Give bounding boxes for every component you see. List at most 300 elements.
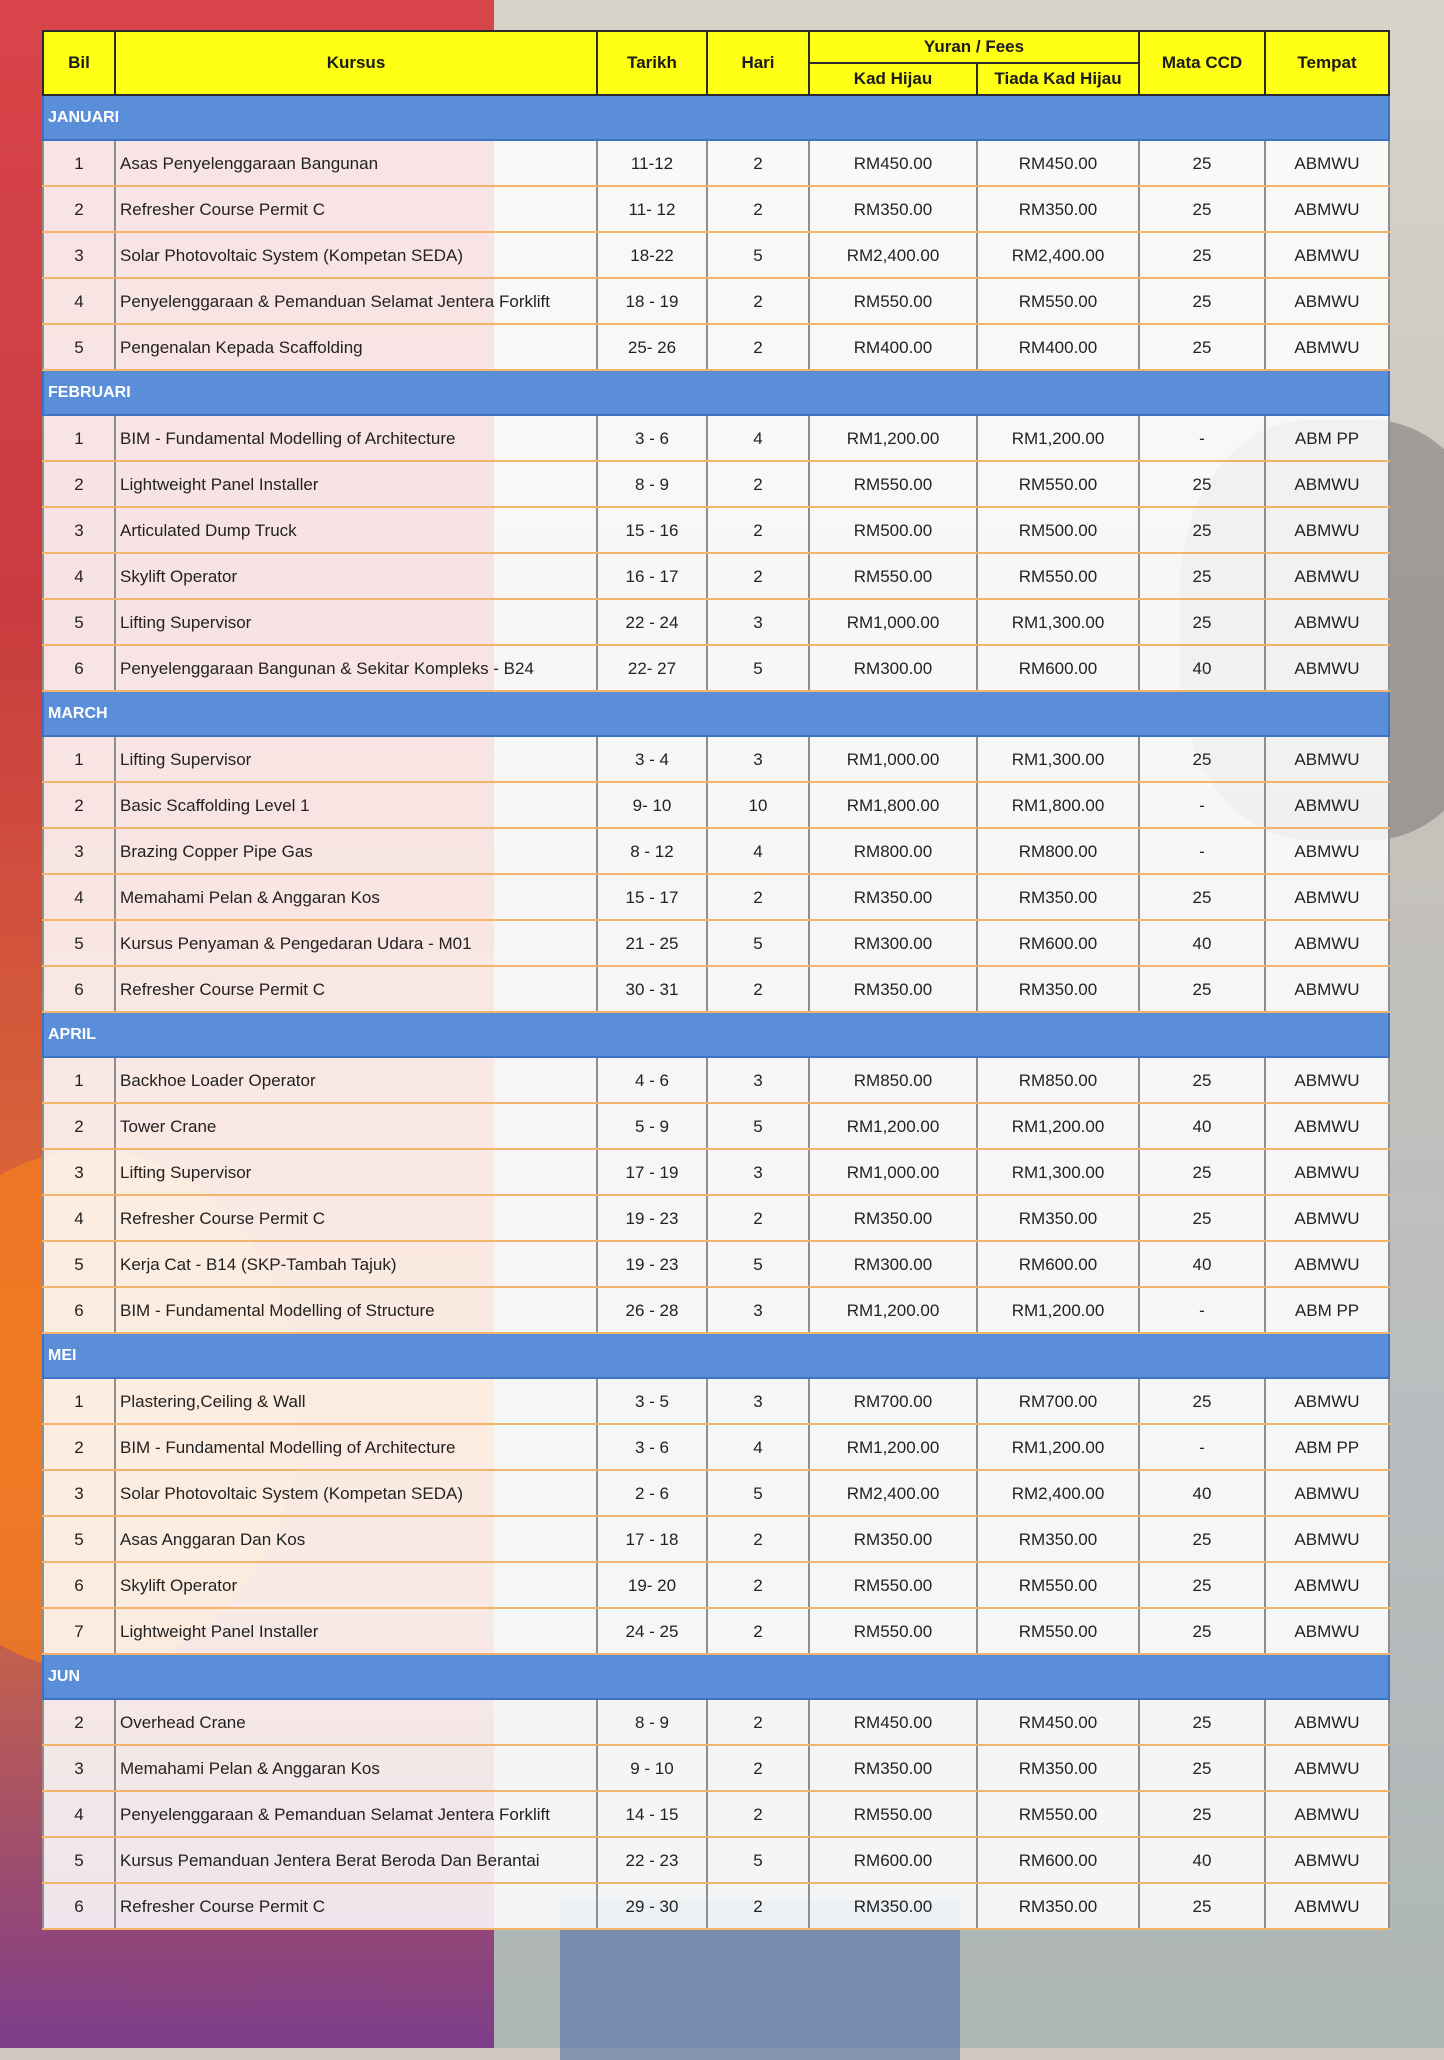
cell-hari: 4 <box>707 415 809 461</box>
cell-bil: 3 <box>43 232 115 278</box>
cell-mata-ccd: 40 <box>1139 1470 1265 1516</box>
cell-tarikh: 22 - 24 <box>597 599 707 645</box>
cell-kad-hijau: RM550.00 <box>809 461 977 507</box>
table-row <box>43 324 1389 370</box>
cell-tempat: ABMWU <box>1265 507 1389 553</box>
cell-hari: 2 <box>707 278 809 324</box>
cell-bil: 4 <box>43 1195 115 1241</box>
course-schedule-table <box>42 30 1390 1930</box>
month-row <box>43 1333 1389 1378</box>
cell-tempat: ABMWU <box>1265 1241 1389 1287</box>
table-row <box>43 461 1389 507</box>
cell-tempat: ABMWU <box>1265 278 1389 324</box>
cell-kursus: Penyelenggaraan & Pemanduan Selamat Jentera Forklift <box>115 278 597 324</box>
cell-tempat: ABMWU <box>1265 1470 1389 1516</box>
table-row <box>43 1745 1389 1791</box>
cell-kad-hijau: RM550.00 <box>809 278 977 324</box>
cell-mata-ccd: 25 <box>1139 1378 1265 1424</box>
cell-kursus: Refresher Course Permit C <box>115 1883 597 1929</box>
cell-tiada-kad-hijau: RM350.00 <box>977 966 1139 1012</box>
cell-bil: 3 <box>43 507 115 553</box>
cell-bil: 6 <box>43 1883 115 1929</box>
cell-mata-ccd: 25 <box>1139 553 1265 599</box>
cell-kad-hijau: RM1,000.00 <box>809 736 977 782</box>
cell-tarikh: 25- 26 <box>597 324 707 370</box>
cell-tarikh: 15 - 17 <box>597 874 707 920</box>
cell-bil: 6 <box>43 1287 115 1333</box>
cell-mata-ccd: 25 <box>1139 1057 1265 1103</box>
cell-mata-ccd: 40 <box>1139 645 1265 691</box>
col-header-tempat: Tempat <box>1265 31 1389 95</box>
cell-tiada-kad-hijau: RM550.00 <box>977 1791 1139 1837</box>
cell-mata-ccd: 25 <box>1139 232 1265 278</box>
cell-hari: 2 <box>707 461 809 507</box>
cell-kad-hijau: RM300.00 <box>809 645 977 691</box>
cell-kursus: Memahami Pelan & Anggaran Kos <box>115 874 597 920</box>
table-body <box>43 95 1389 1929</box>
cell-hari: 2 <box>707 874 809 920</box>
cell-tiada-kad-hijau: RM550.00 <box>977 1608 1139 1654</box>
cell-kad-hijau: RM350.00 <box>809 1195 977 1241</box>
table-row <box>43 1837 1389 1883</box>
cell-tarikh: 3 - 6 <box>597 415 707 461</box>
cell-kursus: Skylift Operator <box>115 1562 597 1608</box>
table-row <box>43 507 1389 553</box>
table-row <box>43 232 1389 278</box>
cell-bil: 1 <box>43 1057 115 1103</box>
cell-tiada-kad-hijau: RM1,800.00 <box>977 782 1139 828</box>
cell-tiada-kad-hijau: RM1,200.00 <box>977 1287 1139 1333</box>
cell-bil: 2 <box>43 1699 115 1745</box>
cell-tarikh: 19 - 23 <box>597 1241 707 1287</box>
cell-tempat: ABMWU <box>1265 736 1389 782</box>
cell-hari: 5 <box>707 1837 809 1883</box>
cell-tempat: ABMWU <box>1265 1883 1389 1929</box>
cell-bil: 1 <box>43 415 115 461</box>
cell-tempat: ABMWU <box>1265 1057 1389 1103</box>
cell-tarikh: 18 - 19 <box>597 278 707 324</box>
cell-kad-hijau: RM400.00 <box>809 324 977 370</box>
cell-hari: 5 <box>707 1241 809 1287</box>
cell-tiada-kad-hijau: RM550.00 <box>977 1562 1139 1608</box>
table-row <box>43 966 1389 1012</box>
cell-hari: 5 <box>707 920 809 966</box>
cell-mata-ccd: - <box>1139 1287 1265 1333</box>
table-row <box>43 1195 1389 1241</box>
cell-bil: 5 <box>43 920 115 966</box>
cell-mata-ccd: 25 <box>1139 1516 1265 1562</box>
cell-kursus: Brazing Copper Pipe Gas <box>115 828 597 874</box>
cell-tiada-kad-hijau: RM600.00 <box>977 920 1139 966</box>
col-header-bil: Bil <box>43 31 115 95</box>
cell-tempat: ABMWU <box>1265 1562 1389 1608</box>
month-row <box>43 1012 1389 1057</box>
month-label: MARCH <box>43 691 1389 736</box>
cell-tempat: ABMWU <box>1265 1699 1389 1745</box>
cell-mata-ccd: 25 <box>1139 1883 1265 1929</box>
cell-bil: 3 <box>43 1149 115 1195</box>
cell-mata-ccd: 25 <box>1139 507 1265 553</box>
cell-kad-hijau: RM350.00 <box>809 1745 977 1791</box>
cell-mata-ccd: 25 <box>1139 966 1265 1012</box>
table-row <box>43 1241 1389 1287</box>
cell-kad-hijau: RM350.00 <box>809 874 977 920</box>
cell-kad-hijau: RM550.00 <box>809 1608 977 1654</box>
cell-kursus: Kerja Cat - B14 (SKP-Tambah Tajuk) <box>115 1241 597 1287</box>
cell-bil: 4 <box>43 1791 115 1837</box>
cell-tiada-kad-hijau: RM500.00 <box>977 507 1139 553</box>
cell-bil: 5 <box>43 1516 115 1562</box>
cell-bil: 6 <box>43 966 115 1012</box>
cell-kursus: BIM - Fundamental Modelling of Structure <box>115 1287 597 1333</box>
cell-bil: 4 <box>43 874 115 920</box>
cell-tempat: ABMWU <box>1265 1378 1389 1424</box>
cell-tempat: ABMWU <box>1265 874 1389 920</box>
cell-tempat: ABMWU <box>1265 1837 1389 1883</box>
cell-kad-hijau: RM1,800.00 <box>809 782 977 828</box>
cell-kad-hijau: RM550.00 <box>809 1562 977 1608</box>
cell-tarikh: 11- 12 <box>597 186 707 232</box>
cell-tiada-kad-hijau: RM450.00 <box>977 1699 1139 1745</box>
cell-kursus: Lifting Supervisor <box>115 736 597 782</box>
table-row <box>43 1470 1389 1516</box>
cell-tarikh: 8 - 9 <box>597 1699 707 1745</box>
cell-bil: 2 <box>43 1103 115 1149</box>
cell-tempat: ABMWU <box>1265 1516 1389 1562</box>
cell-kad-hijau: RM850.00 <box>809 1057 977 1103</box>
cell-hari: 2 <box>707 140 809 186</box>
table-row <box>43 1699 1389 1745</box>
cell-hari: 3 <box>707 1057 809 1103</box>
cell-mata-ccd: 25 <box>1139 140 1265 186</box>
cell-kursus: Lightweight Panel Installer <box>115 1608 597 1654</box>
cell-tarikh: 19 - 23 <box>597 1195 707 1241</box>
cell-mata-ccd: 25 <box>1139 1562 1265 1608</box>
cell-hari: 4 <box>707 828 809 874</box>
cell-hari: 5 <box>707 645 809 691</box>
cell-hari: 2 <box>707 1883 809 1929</box>
cell-kad-hijau: RM300.00 <box>809 1241 977 1287</box>
cell-kad-hijau: RM350.00 <box>809 1883 977 1929</box>
cell-hari: 2 <box>707 1791 809 1837</box>
cell-tempat: ABMWU <box>1265 1103 1389 1149</box>
cell-mata-ccd: 40 <box>1139 1103 1265 1149</box>
cell-kad-hijau: RM2,400.00 <box>809 232 977 278</box>
cell-kad-hijau: RM700.00 <box>809 1378 977 1424</box>
cell-tarikh: 2 - 6 <box>597 1470 707 1516</box>
cell-hari: 3 <box>707 1149 809 1195</box>
cell-tempat: ABM PP <box>1265 1287 1389 1333</box>
cell-kad-hijau: RM300.00 <box>809 920 977 966</box>
cell-tarikh: 9 - 10 <box>597 1745 707 1791</box>
cell-hari: 4 <box>707 1424 809 1470</box>
table-row <box>43 1516 1389 1562</box>
cell-tiada-kad-hijau: RM350.00 <box>977 1745 1139 1791</box>
cell-tarikh: 22 - 23 <box>597 1837 707 1883</box>
cell-kad-hijau: RM1,200.00 <box>809 1287 977 1333</box>
cell-tarikh: 21 - 25 <box>597 920 707 966</box>
cell-kursus: Asas Anggaran Dan Kos <box>115 1516 597 1562</box>
cell-hari: 2 <box>707 1562 809 1608</box>
cell-hari: 2 <box>707 553 809 599</box>
cell-tiada-kad-hijau: RM1,200.00 <box>977 415 1139 461</box>
cell-kad-hijau: RM2,400.00 <box>809 1470 977 1516</box>
cell-kad-hijau: RM350.00 <box>809 966 977 1012</box>
table-row <box>43 782 1389 828</box>
table-row <box>43 186 1389 232</box>
cell-tarikh: 9- 10 <box>597 782 707 828</box>
cell-mata-ccd: 25 <box>1139 1195 1265 1241</box>
cell-kursus: Penyelenggaraan & Pemanduan Selamat Jentera Forklift <box>115 1791 597 1837</box>
cell-bil: 2 <box>43 461 115 507</box>
cell-mata-ccd: 40 <box>1139 1837 1265 1883</box>
cell-mata-ccd: 25 <box>1139 1745 1265 1791</box>
month-label: MEI <box>43 1333 1389 1378</box>
cell-hari: 3 <box>707 736 809 782</box>
cell-tiada-kad-hijau: RM350.00 <box>977 874 1139 920</box>
cell-tempat: ABMWU <box>1265 1608 1389 1654</box>
cell-hari: 3 <box>707 1378 809 1424</box>
cell-tempat: ABMWU <box>1265 324 1389 370</box>
cell-bil: 2 <box>43 782 115 828</box>
cell-tempat: ABMWU <box>1265 966 1389 1012</box>
cell-bil: 6 <box>43 1562 115 1608</box>
cell-hari: 5 <box>707 232 809 278</box>
month-label: FEBRUARI <box>43 370 1389 415</box>
cell-tarikh: 16 - 17 <box>597 553 707 599</box>
cell-bil: 5 <box>43 1241 115 1287</box>
cell-tiada-kad-hijau: RM1,200.00 <box>977 1103 1139 1149</box>
cell-kad-hijau: RM600.00 <box>809 1837 977 1883</box>
cell-tiada-kad-hijau: RM1,300.00 <box>977 1149 1139 1195</box>
cell-tarikh: 24 - 25 <box>597 1608 707 1654</box>
table-row <box>43 1424 1389 1470</box>
cell-tiada-kad-hijau: RM700.00 <box>977 1378 1139 1424</box>
cell-bil: 1 <box>43 736 115 782</box>
cell-kad-hijau: RM350.00 <box>809 186 977 232</box>
cell-kad-hijau: RM550.00 <box>809 1791 977 1837</box>
cell-hari: 2 <box>707 1516 809 1562</box>
cell-bil: 3 <box>43 828 115 874</box>
cell-tiada-kad-hijau: RM550.00 <box>977 278 1139 324</box>
cell-tarikh: 3 - 4 <box>597 736 707 782</box>
cell-tarikh: 14 - 15 <box>597 1791 707 1837</box>
cell-kad-hijau: RM1,200.00 <box>809 1424 977 1470</box>
cell-hari: 2 <box>707 966 809 1012</box>
cell-kad-hijau: RM550.00 <box>809 553 977 599</box>
table-row <box>43 553 1389 599</box>
cell-mata-ccd: - <box>1139 782 1265 828</box>
cell-bil: 1 <box>43 1378 115 1424</box>
cell-hari: 2 <box>707 1745 809 1791</box>
cell-bil: 7 <box>43 1608 115 1654</box>
cell-kursus: Penyelenggaraan Bangunan & Sekitar Kompleks - B24 <box>115 645 597 691</box>
cell-kad-hijau: RM1,200.00 <box>809 1103 977 1149</box>
cell-tiada-kad-hijau: RM850.00 <box>977 1057 1139 1103</box>
cell-tarikh: 19- 20 <box>597 1562 707 1608</box>
month-row <box>43 370 1389 415</box>
cell-tarikh: 15 - 16 <box>597 507 707 553</box>
cell-tempat: ABMWU <box>1265 461 1389 507</box>
cell-mata-ccd: 25 <box>1139 874 1265 920</box>
cell-hari: 3 <box>707 1287 809 1333</box>
cell-tempat: ABMWU <box>1265 1195 1389 1241</box>
cell-hari: 2 <box>707 186 809 232</box>
cell-mata-ccd: 40 <box>1139 1241 1265 1287</box>
table-row <box>43 920 1389 966</box>
cell-tiada-kad-hijau: RM1,300.00 <box>977 599 1139 645</box>
cell-tiada-kad-hijau: RM350.00 <box>977 186 1139 232</box>
cell-tempat: ABM PP <box>1265 1424 1389 1470</box>
cell-kad-hijau: RM1,200.00 <box>809 415 977 461</box>
cell-tiada-kad-hijau: RM550.00 <box>977 553 1139 599</box>
table-row <box>43 278 1389 324</box>
cell-hari: 5 <box>707 1103 809 1149</box>
cell-tarikh: 3 - 6 <box>597 1424 707 1470</box>
cell-bil: 1 <box>43 140 115 186</box>
cell-mata-ccd: 25 <box>1139 736 1265 782</box>
cell-tarikh: 4 - 6 <box>597 1057 707 1103</box>
cell-tiada-kad-hijau: RM400.00 <box>977 324 1139 370</box>
cell-kad-hijau: RM500.00 <box>809 507 977 553</box>
cell-mata-ccd: 25 <box>1139 1149 1265 1195</box>
cell-tempat: ABMWU <box>1265 1149 1389 1195</box>
cell-bil: 2 <box>43 186 115 232</box>
cell-hari: 2 <box>707 1699 809 1745</box>
cell-mata-ccd: 25 <box>1139 1699 1265 1745</box>
cell-bil: 6 <box>43 645 115 691</box>
month-label: APRIL <box>43 1012 1389 1057</box>
cell-tiada-kad-hijau: RM600.00 <box>977 645 1139 691</box>
cell-mata-ccd: 25 <box>1139 324 1265 370</box>
table-row <box>43 599 1389 645</box>
table-row <box>43 1149 1389 1195</box>
cell-hari: 2 <box>707 1195 809 1241</box>
col-header-hari: Hari <box>707 31 809 95</box>
table-row <box>43 1883 1389 1929</box>
cell-bil: 3 <box>43 1745 115 1791</box>
cell-kursus: Tower Crane <box>115 1103 597 1149</box>
cell-kursus: Kursus Penyaman & Pengedaran Udara - M01 <box>115 920 597 966</box>
cell-tempat: ABMWU <box>1265 1791 1389 1837</box>
col-header-tiada-kad-hijau: Tiada Kad Hijau <box>977 63 1139 95</box>
cell-tempat: ABMWU <box>1265 920 1389 966</box>
cell-kad-hijau: RM800.00 <box>809 828 977 874</box>
month-row <box>43 1654 1389 1699</box>
cell-tarikh: 26 - 28 <box>597 1287 707 1333</box>
cell-kursus: Refresher Course Permit C <box>115 1195 597 1241</box>
table-row <box>43 1378 1389 1424</box>
cell-tempat: ABMWU <box>1265 828 1389 874</box>
month-row <box>43 95 1389 140</box>
cell-tiada-kad-hijau: RM600.00 <box>977 1241 1139 1287</box>
cell-tiada-kad-hijau: RM350.00 <box>977 1516 1139 1562</box>
cell-kursus: Asas Penyelenggaraan Bangunan <box>115 140 597 186</box>
cell-kursus: Basic Scaffolding Level 1 <box>115 782 597 828</box>
table-row <box>43 1103 1389 1149</box>
cell-tempat: ABMWU <box>1265 645 1389 691</box>
cell-bil: 2 <box>43 1424 115 1470</box>
cell-tiada-kad-hijau: RM800.00 <box>977 828 1139 874</box>
cell-kursus: Lightweight Panel Installer <box>115 461 597 507</box>
cell-bil: 5 <box>43 599 115 645</box>
cell-mata-ccd: 25 <box>1139 461 1265 507</box>
cell-tiada-kad-hijau: RM2,400.00 <box>977 232 1139 278</box>
cell-tempat: ABMWU <box>1265 232 1389 278</box>
cell-hari: 2 <box>707 507 809 553</box>
table-row <box>43 874 1389 920</box>
cell-tarikh: 29 - 30 <box>597 1883 707 1929</box>
table-row <box>43 645 1389 691</box>
cell-kursus: Kursus Pemanduan Jentera Berat Beroda Dan Berantai <box>115 1837 597 1883</box>
table-row <box>43 736 1389 782</box>
table-header <box>43 31 1389 95</box>
col-header-kad-hijau: Kad Hijau <box>809 63 977 95</box>
cell-mata-ccd: - <box>1139 415 1265 461</box>
cell-kursus: Lifting Supervisor <box>115 599 597 645</box>
cell-kursus: Refresher Course Permit C <box>115 966 597 1012</box>
table-row <box>43 415 1389 461</box>
cell-kursus: Solar Photovoltaic System (Kompetan SEDA) <box>115 1470 597 1516</box>
table-row <box>43 1608 1389 1654</box>
cell-tiada-kad-hijau: RM350.00 <box>977 1195 1139 1241</box>
cell-hari: 2 <box>707 1608 809 1654</box>
cell-mata-ccd: 25 <box>1139 186 1265 232</box>
cell-kad-hijau: RM1,000.00 <box>809 1149 977 1195</box>
col-header-kursus: Kursus <box>115 31 597 95</box>
cell-tarikh: 30 - 31 <box>597 966 707 1012</box>
cell-tiada-kad-hijau: RM600.00 <box>977 1837 1139 1883</box>
cell-kursus: Refresher Course Permit C <box>115 186 597 232</box>
cell-mata-ccd: 25 <box>1139 278 1265 324</box>
cell-tiada-kad-hijau: RM550.00 <box>977 461 1139 507</box>
cell-tiada-kad-hijau: RM2,400.00 <box>977 1470 1139 1516</box>
month-row <box>43 691 1389 736</box>
cell-kad-hijau: RM1,000.00 <box>809 599 977 645</box>
cell-kad-hijau: RM450.00 <box>809 140 977 186</box>
cell-tempat: ABMWU <box>1265 599 1389 645</box>
cell-kursus: Articulated Dump Truck <box>115 507 597 553</box>
cell-kursus: Plastering,Ceiling & Wall <box>115 1378 597 1424</box>
month-label: JANUARI <box>43 95 1389 140</box>
cell-kursus: BIM - Fundamental Modelling of Architecture <box>115 415 597 461</box>
cell-mata-ccd: 25 <box>1139 599 1265 645</box>
cell-tiada-kad-hijau: RM1,200.00 <box>977 1424 1139 1470</box>
cell-hari: 10 <box>707 782 809 828</box>
cell-kad-hijau: RM450.00 <box>809 1699 977 1745</box>
cell-tempat: ABMWU <box>1265 782 1389 828</box>
cell-tarikh: 17 - 19 <box>597 1149 707 1195</box>
cell-tempat: ABMWU <box>1265 1745 1389 1791</box>
cell-tarikh: 18-22 <box>597 232 707 278</box>
cell-kursus: Pengenalan Kepada Scaffolding <box>115 324 597 370</box>
cell-bil: 5 <box>43 1837 115 1883</box>
cell-tiada-kad-hijau: RM450.00 <box>977 140 1139 186</box>
cell-mata-ccd: 25 <box>1139 1608 1265 1654</box>
cell-mata-ccd: 25 <box>1139 1791 1265 1837</box>
cell-bil: 5 <box>43 324 115 370</box>
cell-kursus: Skylift Operator <box>115 553 597 599</box>
cell-mata-ccd: 40 <box>1139 920 1265 966</box>
table-row <box>43 1562 1389 1608</box>
cell-tarikh: 17 - 18 <box>597 1516 707 1562</box>
table-row <box>43 1287 1389 1333</box>
month-label: JUN <box>43 1654 1389 1699</box>
cell-kursus: Memahami Pelan & Anggaran Kos <box>115 1745 597 1791</box>
cell-tarikh: 11-12 <box>597 140 707 186</box>
cell-mata-ccd: - <box>1139 828 1265 874</box>
cell-tempat: ABMWU <box>1265 553 1389 599</box>
